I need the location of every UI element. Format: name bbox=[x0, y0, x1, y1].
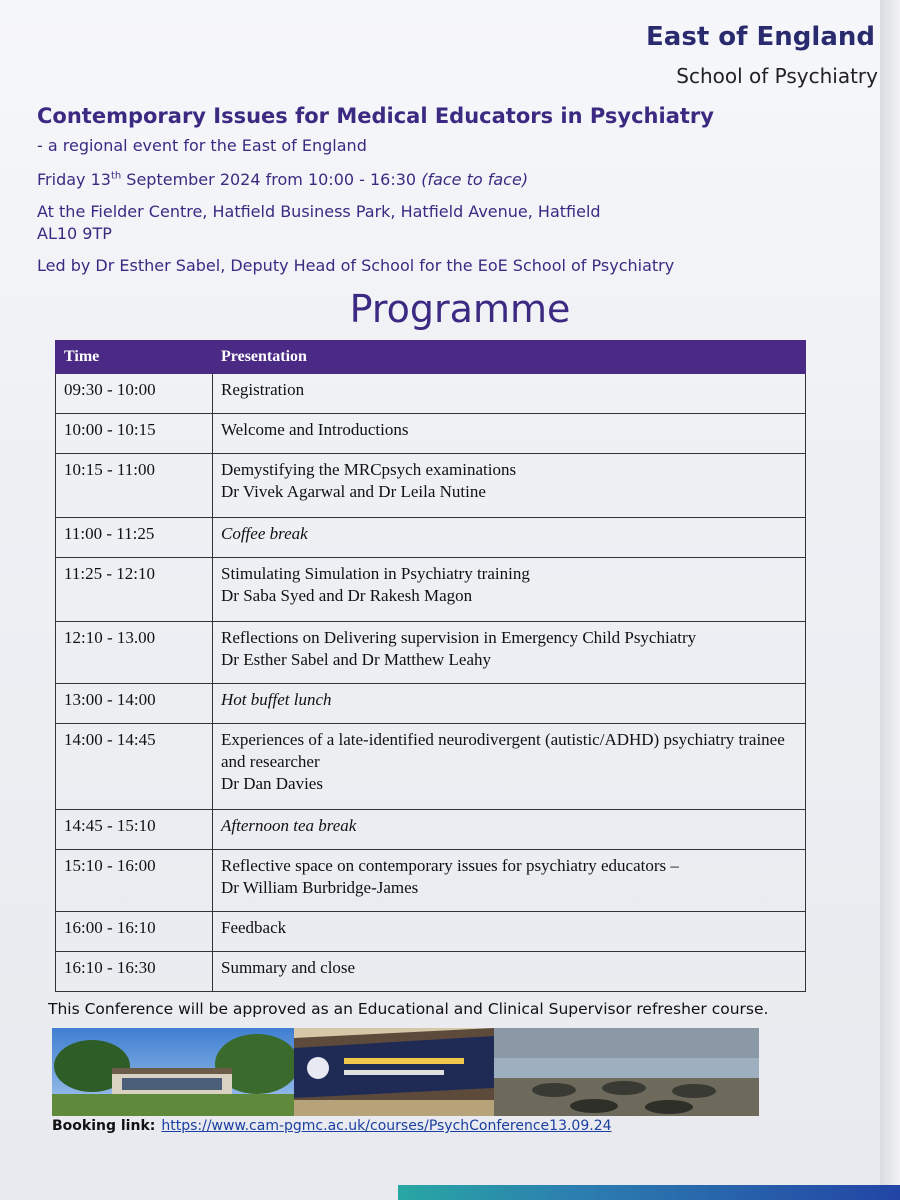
org-name: East of England bbox=[646, 22, 875, 52]
programme-table bbox=[55, 340, 806, 992]
booking-label: Booking link: bbox=[52, 1118, 156, 1134]
table-row bbox=[56, 374, 806, 414]
row-title: Welcome and Introductions bbox=[221, 420, 409, 439]
row-presentation bbox=[213, 810, 806, 850]
row-presentation bbox=[213, 724, 806, 810]
row-title: Demystifying the MRCpsych examinations bbox=[221, 460, 517, 479]
table-row bbox=[56, 414, 806, 454]
table-row bbox=[56, 684, 806, 724]
venue-exterior-photo bbox=[52, 1028, 294, 1116]
conference-hall-photo bbox=[494, 1028, 759, 1116]
row-title: Stimulating Simulation in Psychiatry training bbox=[221, 564, 530, 583]
table-row bbox=[56, 912, 806, 952]
booking-line bbox=[52, 1118, 612, 1134]
row-title: Coffee break bbox=[221, 524, 308, 543]
row-speakers: Dr Vivek Agarwal and Dr Leila Nutine bbox=[221, 482, 486, 501]
row-title: Reflective space on contemporary issues for psychiatry educators – bbox=[221, 856, 679, 875]
row-presentation bbox=[213, 374, 806, 414]
event-title: Contemporary Issues for Medical Educators in Psychiatry bbox=[37, 104, 714, 128]
row-title: Registration bbox=[221, 380, 305, 399]
booking-link[interactable]: https://www.cam-pgmc.ac.uk/courses/PsychConference13.09.24 bbox=[161, 1118, 612, 1134]
programme-heading: Programme bbox=[349, 287, 571, 331]
row-time: 10:15 - 11:00 bbox=[56, 454, 213, 518]
event-date bbox=[37, 170, 528, 189]
row-time: 11:00 - 11:25 bbox=[56, 518, 213, 558]
row-time: 14:45 - 15:10 bbox=[56, 810, 213, 850]
row-presentation bbox=[213, 454, 806, 518]
conference-sign-photo bbox=[294, 1028, 494, 1116]
row-time: 09:30 - 10:00 bbox=[56, 374, 213, 414]
event-subtitle: - a regional event for the East of England bbox=[37, 136, 367, 155]
row-speakers: Dr Esther Sabel and Dr Matthew Leahy bbox=[221, 650, 492, 669]
date-mode: (face to face) bbox=[421, 170, 529, 189]
col-presentation-header: Presentation bbox=[213, 341, 806, 374]
row-presentation bbox=[213, 414, 806, 454]
row-time: 10:00 - 10:15 bbox=[56, 414, 213, 454]
row-time: 12:10 - 13.00 bbox=[56, 622, 213, 684]
approval-note: This Conference will be approved as an Educational and Clinical Supervisor refresher course. bbox=[48, 1000, 769, 1018]
school-name: School of Psychiatry bbox=[676, 64, 878, 88]
table-header-row bbox=[56, 341, 806, 374]
row-presentation bbox=[213, 622, 806, 684]
row-presentation bbox=[213, 952, 806, 992]
row-presentation bbox=[213, 684, 806, 724]
row-title: Summary and close bbox=[221, 958, 356, 977]
table-row bbox=[56, 850, 806, 912]
row-title: Hot buffet lunch bbox=[221, 690, 332, 709]
date-prefix: Friday 13 bbox=[37, 170, 111, 189]
date-suffix: th bbox=[110, 170, 122, 182]
col-time-header: Time bbox=[56, 341, 213, 374]
row-presentation bbox=[213, 558, 806, 622]
row-speakers: Dr Saba Syed and Dr Rakesh Magon bbox=[221, 586, 473, 605]
table-row bbox=[56, 810, 806, 850]
row-title: Feedback bbox=[221, 918, 287, 937]
row-time: 16:10 - 16:30 bbox=[56, 952, 213, 992]
table-row bbox=[56, 724, 806, 810]
bottom-color-strip bbox=[398, 1185, 900, 1200]
row-time: 14:00 - 14:45 bbox=[56, 724, 213, 810]
row-time: 15:10 - 16:00 bbox=[56, 850, 213, 912]
row-presentation bbox=[213, 850, 806, 912]
row-speakers: Dr Dan Davies bbox=[221, 774, 323, 793]
row-time: 11:25 - 12:10 bbox=[56, 558, 213, 622]
venue-line-1: At the Fielder Centre, Hatfield Business Park, Hatfield Avenue, Hatfield bbox=[37, 202, 601, 221]
table-row bbox=[56, 952, 806, 992]
row-speakers: Dr William Burbridge-James bbox=[221, 878, 419, 897]
table-row bbox=[56, 622, 806, 684]
row-title: Afternoon tea break bbox=[221, 816, 357, 835]
table-row bbox=[56, 558, 806, 622]
row-presentation bbox=[213, 518, 806, 558]
row-presentation bbox=[213, 912, 806, 952]
table-row bbox=[56, 454, 806, 518]
row-time: 16:00 - 16:10 bbox=[56, 912, 213, 952]
paper-edge bbox=[880, 0, 900, 1200]
row-title: Reflections on Delivering supervision in Emergency Child Psychiatry bbox=[221, 628, 697, 647]
date-rest: September 2024 from 10:00 - 16:30 bbox=[121, 170, 422, 189]
venue-line-2: AL10 9TP bbox=[37, 224, 112, 243]
table-row bbox=[56, 518, 806, 558]
venue-photo-strip bbox=[52, 1028, 759, 1116]
row-time: 13:00 - 14:00 bbox=[56, 684, 213, 724]
led-by: Led by Dr Esther Sabel, Deputy Head of School for the EoE School of Psychiatry bbox=[37, 256, 675, 275]
row-title: Experiences of a late-identified neurodivergent (autistic/ADHD) psychiatry trainee and researcher bbox=[221, 730, 785, 771]
